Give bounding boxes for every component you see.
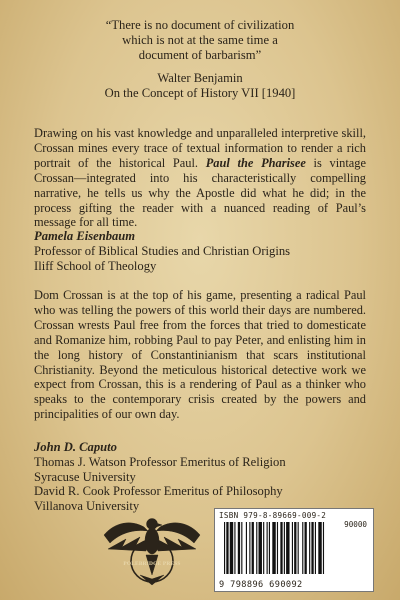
reviewer-1	[34, 229, 290, 273]
epigraph-source: On the Concept of History VII [1940]	[104, 85, 296, 100]
reviewer-institution: Syracuse University	[34, 469, 136, 484]
barcode-bar	[238, 522, 240, 574]
barcode-bar	[267, 522, 268, 574]
reviewer-name: John D. Caputo	[34, 440, 117, 454]
reviewer-2	[34, 440, 286, 514]
barcode-digits: 9 798896 690092	[219, 580, 303, 590]
barcode-bar	[234, 522, 235, 574]
barcode-bar	[286, 522, 289, 574]
price-code: 90000	[344, 520, 367, 529]
barcode-bar	[298, 522, 299, 574]
barcode-bar	[252, 522, 254, 574]
barcode-bar	[315, 522, 316, 574]
barcode-bar	[272, 522, 275, 574]
barcode-bar	[241, 522, 242, 574]
barcode-bar	[269, 522, 270, 574]
reviewer-institution: Villanova University	[34, 499, 140, 514]
barcode-bar	[224, 522, 225, 574]
barcode-bar	[292, 522, 293, 574]
blurb-paragraph: Dom Crossan is at the top of his game, presenting a radical Paul who was telling the powers of this world their days are numbered. Crossan wrests Paul free from the forces that tried to domesticate and Romanize him, robbing Paul to pay Peter, and enlisting him in the long history of Constantinianism that scars institutional Christianity. Beyond the meticulous historical detective work we expect from Crossan, this is a rendering of Paul as a thinker who speaks to the contemporary crisis created by the powers and principalities of our own day.	[34, 288, 366, 422]
barcode-bar	[318, 522, 321, 574]
eagle-emblem-icon	[96, 505, 208, 593]
reviewer-title: Professor of Biblical Studies and Christian Origins	[34, 243, 291, 258]
barcode-bar	[256, 522, 257, 574]
isbn-number: ISBN 979-8-89669-009-2	[219, 511, 327, 520]
reviewer-name: Pamela Eisenbaum	[34, 229, 136, 243]
epigraph-quote-line: document of barbarism”	[138, 48, 262, 63]
barcode-bar	[226, 522, 228, 574]
barcode-bar	[309, 522, 310, 574]
book-title: Paul the Pharisee	[205, 155, 306, 170]
barcode-bar	[294, 522, 296, 574]
barcode-bar	[246, 522, 247, 574]
barcode-bar	[249, 522, 250, 574]
barcode-bar	[230, 522, 233, 574]
barcode-bar	[259, 522, 262, 574]
barcode-bar	[277, 522, 278, 574]
barcode-bar	[311, 522, 313, 574]
epigraph-author: Walter Benjamin	[157, 70, 243, 85]
barcode-bar	[263, 522, 264, 574]
epigraph-quote-line: “There is no document of civilization	[105, 18, 295, 32]
blurb-paragraph	[34, 126, 366, 230]
blurb-text: Drawing on his vast knowledge and unparalleled interpretive skill, Crossan mines every trace of textual information to render a rich portrait of the historical Paul.	[34, 126, 366, 170]
reviewer-title: Thomas J. Watson Professor Emeritus of Religion	[34, 454, 286, 469]
endorsement-blurb-2	[34, 288, 366, 422]
barcode-bar	[323, 522, 324, 574]
barcode-bar	[305, 522, 307, 574]
publisher-logo	[96, 505, 208, 593]
reviewer-title: David R. Cook Professor Emeritus of Philosophy	[34, 484, 283, 499]
blurb-text: is vintage Crossan—integrated into his characteristically compelling narrative, he tells us why the Apostle did what he did; in the process gifting the reader with a nuanced reading of Paul’s message for all time.	[34, 155, 367, 230]
barcode-bar	[302, 522, 303, 574]
reviewer-institution: Iliff School of Theology	[34, 258, 157, 273]
epigraph	[60, 18, 340, 101]
publisher-name: POLEBRIDGE PRESS	[123, 561, 181, 567]
barcode-box	[214, 508, 374, 592]
barcode-bar	[284, 522, 285, 574]
barcode-bars	[222, 520, 366, 576]
barcode-bar	[280, 522, 282, 574]
epigraph-quote-line: which is not at the same time a	[122, 33, 278, 48]
endorsement-blurb-1	[34, 126, 366, 230]
